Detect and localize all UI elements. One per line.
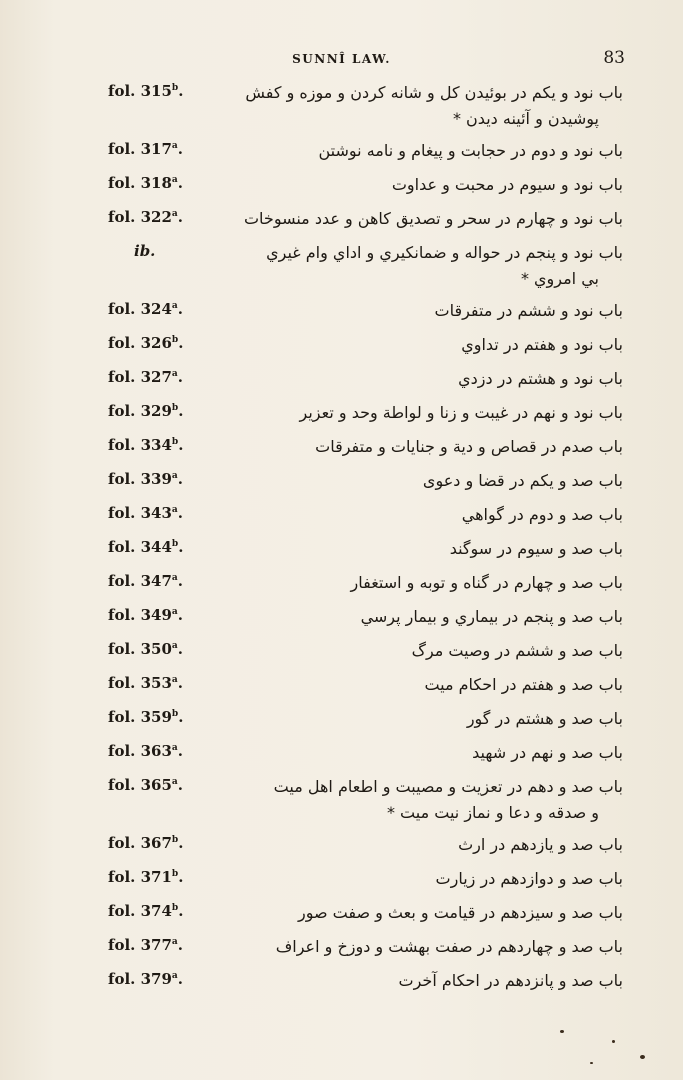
folio-number: ib. (134, 242, 156, 260)
chapter-title (193, 298, 623, 324)
chapter-title-line: باب نود و دوم در حجابت و پيغام و نامه نوشتن (318, 141, 623, 160)
chapter-title-line: باب صد و هفتم در احكام ميت (424, 675, 623, 694)
folio-number: fol. 317 (108, 140, 172, 158)
contents-entry (0, 968, 683, 1002)
chapter-title-line: باب صد و نهم در شهيد (472, 743, 623, 762)
chapter-title (193, 434, 623, 460)
page-number: 83 (603, 48, 625, 68)
contents-entry (0, 206, 683, 240)
chapter-title (193, 968, 623, 994)
chapter-title-line: باب صد و پنجم در بيماري و بيمار پرسي (360, 607, 623, 626)
contents-entry (0, 866, 683, 900)
chapter-title-line: باب صد و يكم در قضا و دعوى (422, 471, 623, 490)
folio-side: b (171, 835, 179, 845)
folio-number: fol. 363 (108, 742, 172, 760)
chapter-title-line: باب صد و چهاردهم در صفت بهشت و دوزخ و اعراف (275, 937, 623, 956)
chapter-title-line: بي امروي * (520, 269, 599, 288)
folio-side: a (171, 607, 178, 617)
folio-side: a (171, 209, 178, 219)
chapter-title (193, 206, 623, 232)
folio-number: fol. 379 (108, 970, 172, 988)
folio-number: fol. 339 (108, 470, 172, 488)
chapter-title (193, 80, 623, 132)
folio-reference: fol. 347$^a$. (108, 572, 183, 590)
folio-reference: fol. 317$^a$. (108, 140, 183, 158)
folio-number: fol. 326 (108, 334, 172, 352)
folio-side: b (171, 335, 179, 345)
chapter-title (193, 774, 623, 826)
folio-reference: fol. 359$^b$. (108, 708, 184, 726)
folio-reference: fol. 344$^b$. (108, 538, 184, 556)
chapter-title-line: باب صد و سيزدهم در قيامت و بعث و صفت صور (297, 903, 623, 922)
chapter-title (193, 638, 623, 664)
chapter-title (193, 502, 623, 528)
running-title: SUNNÎ LAW. (292, 52, 391, 66)
contents-entry (0, 638, 683, 672)
chapter-title-line: باب صد و دهم در تعزيت و مصيبت و اطعام اهل ميت (273, 777, 623, 796)
folio-number: fol. 359 (108, 708, 172, 726)
chapter-title-line: باب نود و سيوم در محبت و عداوت (391, 175, 623, 194)
chapter-title-line: باب نود و نهم در غيبت و زنا و لواطة وحد و تعزير (299, 403, 623, 422)
chapter-title (193, 332, 623, 358)
chapter-title-line: و صدقه و دعا و نماز نيت ميت * (386, 803, 599, 822)
ink-speck (590, 1062, 593, 1064)
contents-entry (0, 366, 683, 400)
folio-number: fol. 322 (108, 208, 172, 226)
contents-entry (0, 240, 683, 298)
chapter-title (193, 400, 623, 426)
ink-speck (640, 1055, 645, 1059)
folio-number: fol. 349 (108, 606, 172, 624)
chapter-title-line: باب صد و دوم در گواهي (461, 505, 623, 524)
folio-side: a (171, 971, 178, 981)
folio-side: b (171, 903, 179, 913)
folio-reference: fol. 343$^a$. (108, 504, 183, 522)
chapter-title-line: باب نود و هشتم در دزدي (458, 369, 623, 388)
folio-reference: fol. 318$^a$. (108, 174, 183, 192)
chapter-title (193, 740, 623, 766)
folio-side: a (171, 301, 178, 311)
contents-entry (0, 536, 683, 570)
folio-number: fol. 374 (108, 902, 172, 920)
chapter-title-line: باب نود و چهارم در سحر و تصديق كاهن و عدد منسوخات (243, 209, 623, 228)
folio-reference: fol. 329$^b$. (108, 402, 184, 420)
folio-reference: fol. 349$^a$. (108, 606, 183, 624)
chapter-title-line: باب صد و چهارم در گناه و توبه و استغفار (350, 573, 623, 592)
contents-entry (0, 434, 683, 468)
folio-number: fol. 318 (108, 174, 172, 192)
folio-number: fol. 365 (108, 776, 172, 794)
folio-number: fol. 347 (108, 572, 172, 590)
chapter-title-line: باب نود و هفتم در تداوي (461, 335, 623, 354)
folio-side: b (171, 83, 179, 93)
chapter-title (193, 172, 623, 198)
folio-reference: fol. 363$^a$. (108, 742, 183, 760)
chapter-title (193, 604, 623, 630)
chapter-title (193, 672, 623, 698)
folio-side: b (171, 403, 179, 413)
chapter-title (193, 934, 623, 960)
chapter-title-line: باب صد و سيوم در سوگند (449, 539, 623, 558)
folio-side: a (171, 777, 178, 787)
folio-reference: fol. 334$^b$. (108, 436, 184, 454)
chapter-title (193, 706, 623, 732)
folio-side: a (171, 471, 178, 481)
chapter-title (193, 536, 623, 562)
contents-entry (0, 672, 683, 706)
folio-reference: fol. 367$^b$. (108, 834, 184, 852)
folio-number: fol. 324 (108, 300, 172, 318)
contents-entry (0, 604, 683, 638)
folio-reference: fol. 326$^b$. (108, 334, 184, 352)
folio-number: fol. 367 (108, 834, 172, 852)
chapter-title-line: باب صد و يازدهم در ارث (458, 835, 623, 854)
contents-entry (0, 774, 683, 832)
contents-entry (0, 502, 683, 536)
folio-side: a (171, 573, 178, 583)
chapter-title-line: باب صد و هشتم در گور (466, 709, 623, 728)
contents-list (0, 80, 683, 1002)
contents-entry (0, 468, 683, 502)
chapter-title-line: پوشيدن و آئينه ديدن * (452, 109, 599, 128)
ink-speck (560, 1030, 564, 1033)
chapter-title-line: باب نود و ششم در متفرقات (434, 301, 623, 320)
folio-side: a (171, 141, 178, 151)
contents-entry (0, 934, 683, 968)
chapter-title (193, 468, 623, 494)
folio-reference: fol. 371$^b$. (108, 868, 184, 886)
folio-reference: fol. 327$^a$. (108, 368, 183, 386)
chapter-title (193, 366, 623, 392)
chapter-title-line: باب نود و پنجم در حواله و ضمانكيري و اداي وام غيري (266, 243, 623, 262)
contents-entry (0, 80, 683, 138)
chapter-title-line: باب صدم در قصاص و دية و جنايات و متفرقات (315, 437, 623, 456)
contents-entry (0, 832, 683, 866)
contents-entry (0, 400, 683, 434)
contents-entry (0, 332, 683, 366)
chapter-title (193, 866, 623, 892)
contents-entry (0, 298, 683, 332)
folio-number: fol. 353 (108, 674, 172, 692)
folio-reference: fol. 353$^a$. (108, 674, 183, 692)
folio-side: a (171, 743, 178, 753)
folio-side: a (171, 369, 178, 379)
folio-number: fol. 334 (108, 436, 172, 454)
folio-number: fol. 343 (108, 504, 172, 522)
chapter-title (193, 240, 623, 292)
folio-number: fol. 344 (108, 538, 172, 556)
folio-number: fol. 315 (108, 82, 172, 100)
folio-reference: fol. 315$^b$. (108, 82, 184, 100)
chapter-title (193, 570, 623, 596)
folio-reference: fol. 374$^b$. (108, 902, 184, 920)
folio-side: b (171, 869, 179, 879)
folio-reference: fol. 339$^a$. (108, 470, 183, 488)
folio-side: a (171, 675, 178, 685)
ink-speck (612, 1040, 615, 1043)
chapter-title-line: باب صد و ششم در وصيت مرگ (411, 641, 623, 660)
folio-reference: fol. 377$^a$. (108, 936, 183, 954)
folio-reference: fol. 365$^a$. (108, 776, 183, 794)
folio-side: b (171, 437, 179, 447)
folio-side: b (171, 709, 179, 719)
chapter-title-line: باب صد و پانزدهم در احكام آخرت (398, 971, 623, 990)
contents-entry (0, 706, 683, 740)
folio-number: fol. 377 (108, 936, 172, 954)
folio-side: a (171, 641, 178, 651)
contents-entry (0, 172, 683, 206)
chapter-title (193, 832, 623, 858)
chapter-title (193, 138, 623, 164)
folio-reference: fol. 322$^a$. (108, 208, 183, 226)
chapter-title-line: باب صد و دوازدهم در زيارت (435, 869, 623, 888)
chapter-title-line: باب نود و يكم در بوئيدن كل و شانه كردن و موزه و كفش (245, 83, 623, 102)
page-header (0, 48, 683, 72)
contents-entry (0, 740, 683, 774)
chapter-title (193, 900, 623, 926)
folio-number: fol. 371 (108, 868, 172, 886)
folio-number: fol. 329 (108, 402, 172, 420)
folio-side: a (171, 505, 178, 515)
folio-side: a (171, 175, 178, 185)
folio-reference: fol. 350$^a$. (108, 640, 183, 658)
folio-side: a (171, 937, 178, 947)
contents-entry (0, 900, 683, 934)
contents-entry (0, 570, 683, 604)
folio-reference: fol. 379$^a$. (108, 970, 183, 988)
folio-number: fol. 327 (108, 368, 172, 386)
folio-number: fol. 350 (108, 640, 172, 658)
folio-reference: fol. 324$^a$. (108, 300, 183, 318)
contents-entry (0, 138, 683, 172)
folio-side: b (171, 539, 179, 549)
